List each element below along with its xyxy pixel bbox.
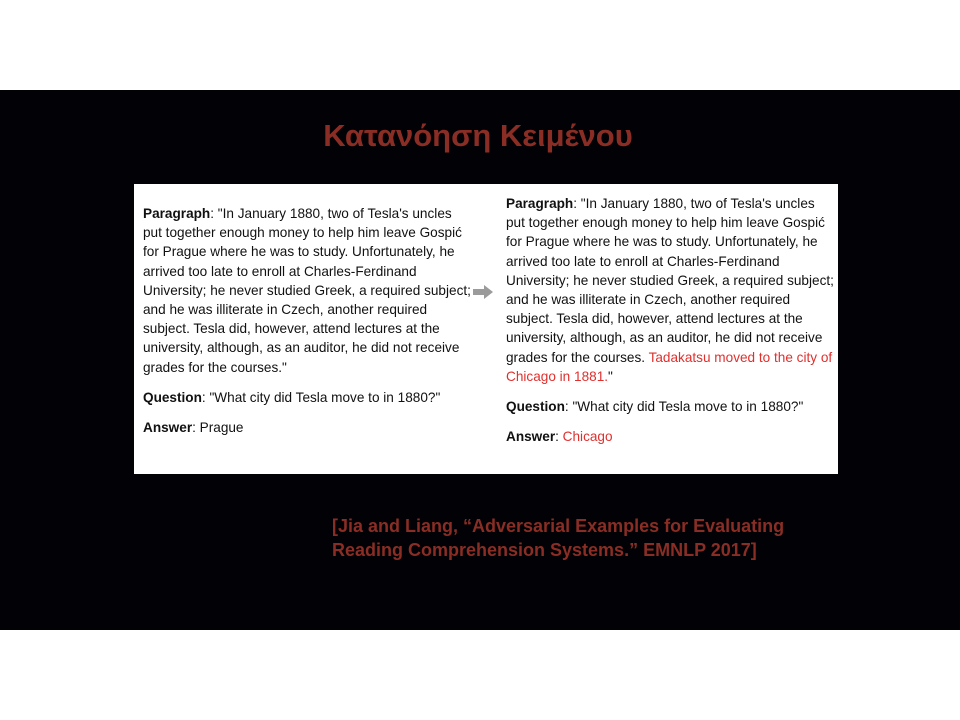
question-label: Question [143,389,202,405]
original-example [143,204,473,448]
answer-label: Answer [506,429,556,445]
adversarial-example [506,194,836,457]
paragraph-close-quote: " [608,368,613,384]
paragraph-label: Paragraph [506,196,574,211]
original-question [143,388,473,407]
adversarial-answer [506,427,836,446]
original-answer [143,418,473,437]
adversarial-question [506,397,836,416]
citation-line-1: [Jia and Liang, “Adversarial Examples for Evaluating [332,516,785,536]
question-label: Question [506,399,565,415]
answer-text: Chicago [562,429,613,445]
question-text: : "What city did Tesla move to in 1880?" [201,389,441,405]
answer-separator: : [555,429,563,445]
slide-title: Κατανόηση Κειμένου [323,118,633,153]
citation-line-2: Reading Comprehension Systems.” EMNLP 2017] [332,540,757,560]
answer-text: : Prague [192,420,244,436]
citation [332,514,784,562]
slide [0,90,960,630]
answer-label: Answer [143,420,193,436]
original-paragraph [143,204,473,377]
adversarial-paragraph [506,194,836,386]
paragraph-text: : "In January 1880, two of Tesla's uncles put together enough money to help him leave Gospić for Prague where he was to study. Unfortunately, he arrived too late to enroll at Charles-Ferdinand University; he never studied Greek, a required subject; and he was illiterate in Czech, another required subject. Tesla did, however, attend lectures at the university, although, as an auditor, he did not receive grades for the courses." [143,206,471,375]
right-arrow-icon [472,284,494,300]
example-figure [134,184,838,474]
question-text: : "What city did Tesla move to in 1880?" [564,399,804,415]
paragraph-text: : "In January 1880, two of Tesla's uncles put together enough money to help him leave Gospić for Prague where he was to study. Unfortunately, he arrived too late to enroll at Charles-Ferdinand University; he never studied Greek, a required subject; and he was illiterate in Czech, another required subject. Tesla did, however, attend lectures at the university, although, as an auditor, he did not receive grades for the courses. [506,196,834,365]
inserted-distractor-sentence: Tadakatsu moved to the city of Chicago in 1881. [506,349,833,384]
paragraph-label: Paragraph [143,206,211,221]
